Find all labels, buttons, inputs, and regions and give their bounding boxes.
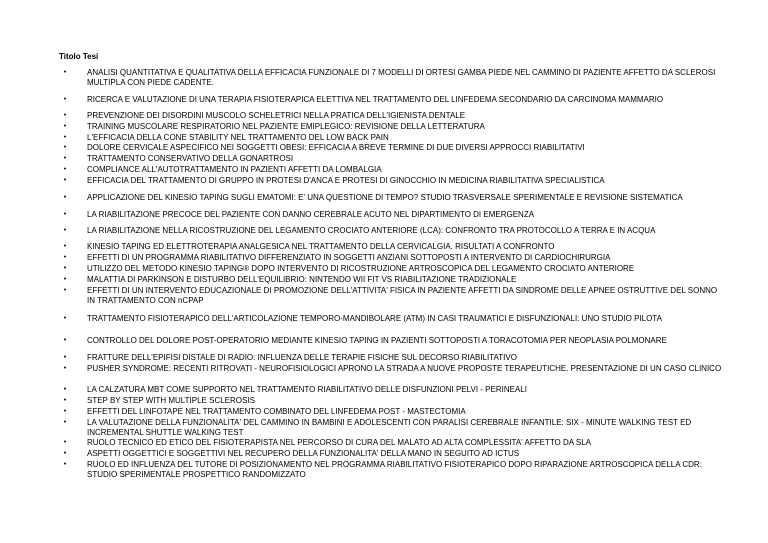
- list-item: [63, 154, 727, 164]
- bullet-icon: •: [63, 461, 67, 468]
- list-item-text: APPLICAZIONE DEL KINESIO TAPING SUGLI EMATOMI: E' UNA QUESTIONE DI TEMPO? STUDIO TRASVERSALE SPERIMENTALE E REVISIONE SISTEMATICA: [87, 193, 683, 202]
- list-item: [63, 95, 727, 105]
- list-item: [63, 111, 727, 121]
- list-item: [63, 336, 727, 346]
- bullet-icon: •: [63, 254, 67, 261]
- list-item-text: ANALISI QUANTITATIVA E QUALITATIVA DELLA EFFICACIA FUNZIONALE DI 7 MODELLI DI ORTESI GAMBA PIEDE NEL CAMMINO DI PAZIENTE AFFETTO DA SCLEROSI MULTIPLA CON PIEDE CADENTE.: [87, 68, 716, 87]
- bullet-icon: •: [63, 439, 67, 446]
- list-item: [63, 143, 727, 153]
- bullet-icon: •: [63, 408, 67, 415]
- bullet-icon: •: [63, 144, 67, 151]
- bullet-icon: •: [63, 243, 67, 250]
- list-item: [63, 449, 727, 459]
- list-item-text: LA CALZATURA MBT COME SUPPORTO NEL TRATTAMENTO RIABILITATIVO DELLE DISFUNZIONI PELVI - PERINEALI: [87, 385, 527, 394]
- list-item-text: RUOLO TECNICO ED ETICO DEL FISIOTERAPISTA NEL PERCORSO DI CURA DEL MALATO AD ALTA COMPLESSITA' AFFETTO DA SLA: [87, 438, 592, 447]
- list-item: [63, 193, 727, 203]
- list-item-text: EFFETTI DI UN INTERVENTO EDUCAZIONALE DI PROMOZIONE DELL'ATTIVITA' FISICA IN PAZIENTE AFFETTI DA SINDROME DELLE APNEE OSTRUTTIVE DEL SONNO IN TRATTAMENTO CON nCPAP: [87, 286, 718, 305]
- bullet-icon: •: [63, 276, 67, 283]
- bullet-icon: •: [63, 315, 67, 322]
- list-item: [63, 165, 727, 175]
- list-item-text: STEP BY STEP WITH MULTIPLE SCLEROSIS: [87, 396, 255, 405]
- bullet-icon: •: [63, 365, 67, 372]
- bullet-icon: •: [63, 287, 67, 294]
- bullet-icon: •: [63, 397, 67, 404]
- bullet-icon: •: [63, 419, 67, 426]
- list-item: [63, 176, 727, 186]
- bullet-icon: •: [63, 354, 67, 361]
- bullet-icon: •: [63, 123, 67, 130]
- list-item: [63, 286, 727, 306]
- bullet-icon: •: [63, 227, 67, 234]
- list-item: [63, 242, 727, 252]
- list-item-text: EFFETTI DEL LINFOTAPE NEL TRATTAMENTO COMBINATO DEL LINFEDEMA POST - MASTECTOMIA: [87, 407, 466, 416]
- list-item-text: L'EFFICACIA DELLA CONE STABILITY NEL TRATTAMENTO DEL LOW BACK PAIN: [87, 133, 389, 142]
- bullet-icon: •: [63, 112, 67, 119]
- list-item-text: CONTROLLO DEL DOLORE POST-OPERATORIO MEDIANTE KINESIO TAPING IN PAZIENTI SOTTOPOSTI A TORACOTOMIA PER NEOPLASIA POLMONARE: [87, 336, 667, 345]
- bullet-icon: •: [63, 155, 67, 162]
- list-item-text: LA RIABILITAZIONE PRECOCE DEL PAZIENTE CON DANNO CEREBRALE ACUTO NEL DIPARTIMENTO DI EMERGENZA: [87, 210, 535, 219]
- list-item: [63, 396, 727, 406]
- list-item: [63, 275, 727, 285]
- list-item: [63, 122, 727, 132]
- bullet-icon: •: [63, 337, 67, 344]
- list-item-text: FRATTURE DELL'EPIFISI DISTALE DI RADIO: INFLUENZA DELLE TERAPIE FISICHE SUL DECORSO RIABILITATIVO: [87, 353, 517, 362]
- list-item-text: LA VALUTAZIONE DELLA FUNZIONALITA' DEL CAMMINO IN BAMBINI E ADOLESCENTI CON PARALISI CEREBRALE INFANTILE: SIX - MINUTE WALKING TEST ED INCREMENTAL SHUTTLE WALKING TEST: [87, 418, 692, 437]
- list-item-text: RUOLO ED INFLUENZA DEL TUTORE DI POSIZIONAMENTO NEL PROGRAMMA RIABILITATIVO FISIOTERAPICO DOPO RIPARAZIONE ARTROSCOPICA DELLA CDR: STUDIO SPERIMENTALE PROSPETTICO RANDOMIZZATO: [87, 460, 702, 479]
- list-item-text: LA RIABILITAZIONE NELLA RICOSTRUZIONE DEL LEGAMENTO CROCIATO ANTERIORE (LCA): CONFRONTO TRA PROTOCOLLO A TERRA E IN ACQUA: [87, 226, 656, 235]
- list-item-text: PUSHER SYNDROME: RECENTI RITROVATI - NEUROFISIOLOGICI APRONO LA STRADA A NUOVE PROPOSTE TERAPEUTICHE. PRESENTAZIONE DI UN CASO CLINICO: [87, 364, 722, 373]
- bullet-icon: •: [63, 177, 67, 184]
- list-item: [63, 210, 727, 220]
- list-item: [63, 407, 727, 417]
- list-item-text: MALATTIA DI PARKINSON E DISTURBO DELL'EQUILIBRIO: NINTENDO WII FIT VS RIABILITAZIONE TRADIZIONALE: [87, 275, 517, 284]
- list-item: [63, 418, 727, 438]
- list-item-text: RICERCA E VALUTAZIONE DI UNA TERAPIA FISIOTERAPICA ELETTIVA NEL TRATTAMENTO DEL LINFEDEMA SECONDARIO DA CARCINOMA MAMMARIO: [87, 95, 664, 104]
- list-item: [63, 353, 727, 363]
- list-item-text: TRAINING MUSCOLARE RESPIRATORIO NEL PAZIENTE EMIPLEGICO: REVISIONE DELLA LETTERATURA: [87, 122, 485, 131]
- bullet-icon: •: [63, 265, 67, 272]
- list-item: [63, 68, 727, 88]
- list-item-text: DOLORE CERVICALE ASPECIFICO NEI SOGGETTI OBESI: EFFICACIA A BREVE TERMINE DI DUE DIVERSI APPROCCI RIABILITATIVI: [87, 143, 585, 152]
- bullet-icon: •: [63, 166, 67, 173]
- list-item-text: EFFETTI DI UN PROGRAMMA RIABILITATIVO DIFFERENZIATO IN SOGGETTI ANZIANI SOTTOPOSTI A INTERVENTO DI CARDIOCHIRURGIA: [87, 253, 611, 262]
- list-item: [63, 438, 727, 448]
- bullet-icon: •: [63, 194, 67, 201]
- list-item-text: ASPETTI OGGETTICI E SOGGETTIVI NEL RECUPERO DELLA FUNZIONALITA' DELLA MANO IN SEGUITO AD ICTUS: [87, 449, 520, 458]
- list-item-text: TRATTAMENTO FISIOTERAPICO DELL'ARTICOLAZIONE TEMPORO-MANDIBOLARE (ATM) IN CASI TRAUMATICI E DISFUNZIONALI: UNO STUDIO PILOTA: [87, 314, 662, 323]
- list-item: [63, 133, 727, 143]
- list-item: [63, 460, 727, 480]
- list-item-text: PREVENZIONE DEI DISORDINI MUSCOLO SCHELETRICI NELLA PRATICA DELL'IGIENISTA DENTALE: [87, 111, 466, 120]
- bullet-icon: •: [63, 450, 67, 457]
- list-item-text: KINESIO TAPING ED ELETTROTERAPIA ANALGESICA NEL TRATTAMENTO DELLA CERVICALGIA. RISULTATI A CONFRONTO: [87, 242, 555, 251]
- list-item: [63, 226, 727, 236]
- bullet-icon: •: [63, 211, 67, 218]
- list-item-text: UTILIZZO DEL METODO KINESIO TAPING® DOPO INTERVENTO DI RICOSTRUZIONE ARTROSCOPICA DEL LEGAMENTO CROCIATO ANTERIORE: [87, 264, 635, 273]
- list-item: [63, 253, 727, 263]
- list-item: [63, 385, 727, 395]
- list-item: [63, 364, 727, 374]
- bullet-icon: •: [63, 96, 67, 103]
- document-title: Titolo Tesi: [59, 52, 99, 61]
- list-item-text: COMPLIANCE ALL'AUTOTRATTAMENTO IN PAZIENTI AFFETTI DA LOMBALGIA: [87, 165, 382, 174]
- bullet-icon: •: [63, 134, 67, 141]
- list-item-text: TRATTAMENTO CONSERVATIVO DELLA GONARTROSI: [87, 154, 294, 163]
- bullet-icon: •: [63, 386, 67, 393]
- list-item: [63, 314, 727, 324]
- list-item: [63, 264, 727, 274]
- list-item-text: EFFICACIA DEL TRATTAMENTO DI GRUPPO IN PROTESI D'ANCA E PROTESI DI GINOCCHIO IN MEDICINA RIABILITATIVA SPECIALISTICA: [87, 176, 605, 185]
- bullet-icon: •: [63, 69, 67, 76]
